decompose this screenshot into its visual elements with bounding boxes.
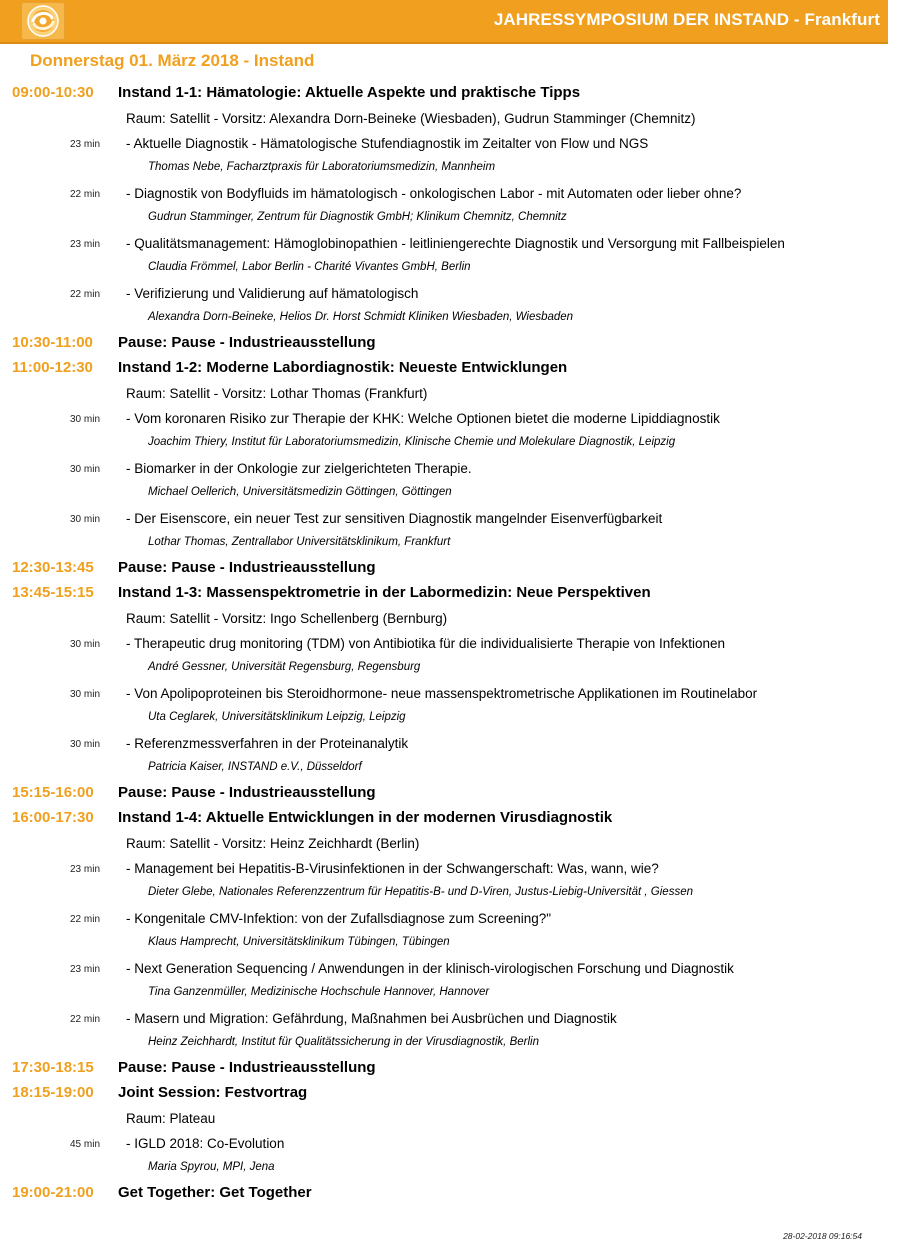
session-time: 13:45-15:15 — [12, 584, 94, 601]
session-time: 17:30-18:15 — [12, 1059, 94, 1076]
talk-duration: 30 min — [69, 464, 100, 475]
talk-item — [0, 182, 910, 232]
talk-speaker: Uta Ceglarek, Universitätsklinikum Leipzig, Leipzig — [148, 711, 406, 723]
session-room-row — [0, 607, 910, 632]
talk-item — [0, 732, 910, 782]
session-room: Raum: Satellit - Vorsitz: Alexandra Dorn-Beineke (Wiesbaden), Gudrun Stamminger (Chemnitz) — [126, 111, 696, 126]
talk-item — [0, 507, 910, 557]
schedule — [0, 82, 910, 1207]
talk-title: - Kongenitale CMV-Infektion: von der Zufallsdiagnose zum Screening?" — [126, 911, 552, 926]
session-title: Instand 1-1: Hämatologie: Aktuelle Aspekte und praktische Tipps — [118, 84, 581, 101]
session-row — [0, 1057, 910, 1082]
session-room: Raum: Plateau — [126, 1111, 216, 1126]
session-row — [0, 82, 910, 107]
talk-title: - Masern und Migration: Gefährdung, Maßnahmen bei Ausbrüchen und Diagnostik — [126, 1011, 617, 1026]
talk-title: - Vom koronaren Risiko zur Therapie der KHK: Welche Optionen bietet die moderne Lipiddiagnostik — [126, 411, 720, 426]
day-title: Donnerstag 01. März 2018 - Instand — [30, 51, 315, 70]
session-row — [0, 807, 910, 832]
session-row — [0, 1182, 910, 1207]
session-title: Instand 1-3: Massenspektrometrie in der Labormedizin: Neue Perspektiven — [118, 584, 651, 601]
talk-duration: 30 min — [69, 739, 100, 750]
talk-item — [0, 457, 910, 507]
talk-title: - Next Generation Sequencing / Anwendungen in der klinisch-virologischen Forschung und Diagnostik — [126, 961, 734, 976]
session-title: Pause: Pause - Industrieausstellung — [118, 784, 376, 801]
print-timestamp: 28-02-2018 09:16:54 — [783, 1231, 862, 1241]
talk-item — [0, 632, 910, 682]
talk-title: - Management bei Hepatitis-B-Virusinfektionen in der Schwangerschaft: Was, wann, wie? — [126, 861, 659, 876]
session-room: Raum: Satellit - Vorsitz: Ingo Schellenberg (Bernburg) — [126, 611, 448, 626]
talk-title: - Von Apolipoproteinen bis Steroidhormone- neue massenspektrometrische Applikationen im Routinelabor — [126, 686, 758, 701]
talk-item — [0, 407, 910, 457]
talk-item — [0, 957, 910, 1007]
talk-speaker: Maria Spyrou, MPI, Jena — [148, 1161, 275, 1173]
talk-speaker: Claudia Frömmel, Labor Berlin - Charité Vivantes GmbH, Berlin — [148, 261, 471, 273]
talk-duration: 22 min — [69, 289, 100, 300]
session-row — [0, 1082, 910, 1107]
session-title: Pause: Pause - Industrieausstellung — [118, 1059, 376, 1076]
talk-duration: 23 min — [69, 964, 100, 975]
session-time: 15:15-16:00 — [12, 784, 94, 801]
talk-duration: 23 min — [69, 139, 100, 150]
talk-speaker: Heinz Zeichhardt, Institut für Qualitätssicherung in der Virusdiagnostik, Berlin — [148, 1036, 539, 1048]
talk-item — [0, 907, 910, 957]
talk-duration: 30 min — [69, 639, 100, 650]
talk-duration: 30 min — [69, 514, 100, 525]
talk-speaker: Patricia Kaiser, INSTAND e.V., Düsseldorf — [148, 761, 362, 773]
talk-duration: 23 min — [69, 864, 100, 875]
talk-item — [0, 857, 910, 907]
talk-title: - Biomarker in der Onkologie zur zielgerichteten Therapie. — [126, 461, 472, 476]
talk-speaker: André Gessner, Universität Regensburg, Regensburg — [148, 661, 421, 673]
talk-item — [0, 232, 910, 282]
talk-title: - Qualitätsmanagement: Hämoglobinopathien - leitliniengerechte Diagnostik und Versorgung mit Fallbeispielen — [126, 236, 785, 251]
session-room: Raum: Satellit - Vorsitz: Lothar Thomas (Frankfurt) — [126, 386, 428, 401]
talk-title: - Der Eisenscore, ein neuer Test zur sensitiven Diagnostik mangelnder Eisenverfügbarkeit — [126, 511, 663, 526]
session-time: 19:00-21:00 — [12, 1184, 94, 1201]
talk-title: - Aktuelle Diagnostik - Hämatologische Stufendiagnostik im Zeitalter von Flow und NGS — [126, 136, 649, 151]
session-room-row — [0, 832, 910, 857]
talk-item — [0, 1132, 910, 1182]
talk-duration: 22 min — [69, 1014, 100, 1025]
talk-duration: 30 min — [69, 414, 100, 425]
session-row — [0, 557, 910, 582]
talk-duration: 23 min — [69, 239, 100, 250]
session-title: Pause: Pause - Industrieausstellung — [118, 559, 376, 576]
talk-title: - Therapeutic drug monitoring (TDM) von Antibiotika für die individualisierte Therapie von Infektionen — [126, 636, 726, 651]
session-time: 18:15-19:00 — [12, 1084, 94, 1101]
session-title: Get Together: Get Together — [118, 1184, 312, 1201]
talk-speaker: Tina Ganzenmüller, Medizinische Hochschule Hannover, Hannover — [148, 986, 490, 998]
header-bar — [0, 0, 888, 44]
talk-title: - Verifizierung und Validierung auf hämatologisch — [126, 286, 419, 301]
talk-item — [0, 132, 910, 182]
session-row — [0, 582, 910, 607]
session-time: 09:00-10:30 — [12, 84, 94, 101]
talk-item — [0, 282, 910, 332]
talk-speaker: Lothar Thomas, Zentrallabor Universitätsklinikum, Frankfurt — [148, 536, 451, 548]
session-title: Instand 1-2: Moderne Labordiagnostik: Neueste Entwicklungen — [118, 359, 568, 376]
talk-duration: 22 min — [69, 914, 100, 925]
session-room-row — [0, 107, 910, 132]
talk-speaker: Alexandra Dorn-Beineke, Helios Dr. Horst Schmidt Kliniken Wiesbaden, Wiesbaden — [148, 311, 574, 323]
session-title: Instand 1-4: Aktuelle Entwicklungen in der modernen Virusdiagnostik — [118, 809, 613, 826]
session-time: 16:00-17:30 — [12, 809, 94, 826]
session-time: 12:30-13:45 — [12, 559, 94, 576]
session-room-row — [0, 382, 910, 407]
talk-duration: 30 min — [69, 689, 100, 700]
session-row — [0, 782, 910, 807]
talk-speaker: Joachim Thiery, Institut für Laboratoriumsmedizin, Klinische Chemie und Molekulare Diagnostik, Leipzig — [148, 436, 676, 448]
session-title: Pause: Pause - Industrieausstellung — [118, 334, 376, 351]
talk-speaker: Thomas Nebe, Facharztpraxis für Laboratoriumsmedizin, Mannheim — [148, 161, 496, 173]
session-row — [0, 357, 910, 382]
talk-duration: 45 min — [69, 1139, 100, 1150]
talk-item — [0, 1007, 910, 1057]
header-title: JAHRESSYMPOSIUM DER INSTAND - Frankfurt — [493, 10, 880, 29]
session-time: 10:30-11:00 — [12, 334, 93, 351]
talk-speaker: Klaus Hamprecht, Universitätsklinikum Tübingen, Tübingen — [148, 936, 450, 948]
talk-speaker: Gudrun Stamminger, Zentrum für Diagnostik GmbH; Klinikum Chemnitz, Chemnitz — [148, 211, 567, 223]
session-room-row — [0, 1107, 910, 1132]
talk-speaker: Dieter Glebe, Nationales Referenzzentrum für Hepatitis-B- und D-Viren, Justus-Liebig-Universität , Giessen — [148, 886, 693, 898]
talk-title: - Diagnostik von Bodyfluids im hämatologisch - onkologischen Labor - mit Automaten oder lieber ohne? — [126, 186, 742, 201]
session-row — [0, 332, 910, 357]
talk-speaker: Michael Oellerich, Universitätsmedizin Göttingen, Göttingen — [148, 486, 452, 498]
swirl-logo-icon — [21, 2, 65, 40]
talk-duration: 22 min — [69, 189, 100, 200]
session-room: Raum: Satellit - Vorsitz: Heinz Zeichhardt (Berlin) — [126, 836, 420, 851]
session-time: 11:00-12:30 — [12, 359, 93, 376]
talk-item — [0, 682, 910, 732]
talk-title: - IGLD 2018: Co-Evolution — [126, 1136, 285, 1151]
talk-title: - Referenzmessverfahren in der Proteinanalytik — [126, 736, 409, 751]
session-title: Joint Session: Festvortrag — [118, 1084, 308, 1101]
